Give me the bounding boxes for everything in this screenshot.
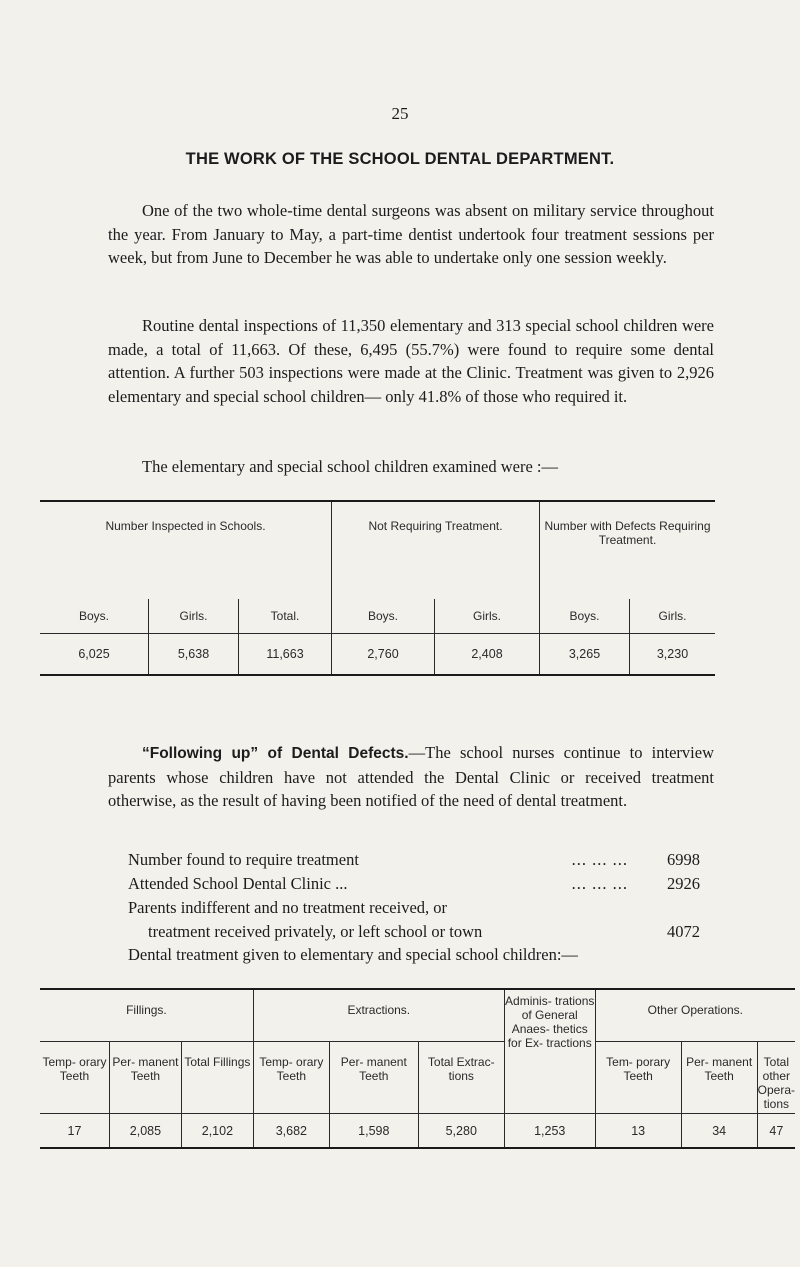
cell-permanent-extractions: 1,598 [329, 1114, 418, 1149]
cell-total-extractions: 5,280 [418, 1114, 504, 1149]
figure-label-attended: Attended School Dental Clinic ... [128, 874, 348, 893]
inspection-table [40, 500, 715, 676]
col-total-other: Total other Opera- tions [757, 1042, 795, 1114]
figure-row-indifferent [128, 896, 708, 920]
figure-value-require: 6998 [667, 850, 700, 869]
col-permanent-other: Per- manent Teeth [681, 1042, 757, 1114]
col-boys-not-requiring: Boys. [332, 599, 435, 634]
paragraph-staffing: One of the two whole-time dental surgeons was absent on military service throughout the year. From January to May, a part-time dentist undertook four treatment sessions per week, but from June to December he was able to undertake only one session weekly. [108, 201, 714, 267]
cell-permanent-other: 34 [681, 1114, 757, 1149]
cell-girls-not-requiring: 2,408 [435, 634, 540, 676]
table-subheader-row [40, 599, 715, 634]
cell-girls-inspected: 5,638 [149, 634, 239, 676]
col-temporary-fillings: Temp- orary Teeth [40, 1042, 109, 1114]
cell-girls-requiring: 3,230 [656, 647, 689, 661]
page-title: THE WORK OF THE SCHOOL DENTAL DEPARTMENT. [185, 150, 615, 168]
paragraph-table-intro: The elementary and special school children examined were :— [142, 457, 558, 476]
col-girls-not-requiring: Girls. [435, 599, 540, 634]
col-girls-requiring: Girls. [630, 599, 716, 634]
table-row [40, 634, 715, 676]
paragraph-following-up [108, 741, 714, 813]
following-up-heading: “Following up” of Dental Defects. [142, 745, 409, 762]
figure-label-require: Number found to require treatment [128, 850, 359, 869]
figure-value-attended: 2926 [667, 874, 700, 893]
cell-temporary-extractions: 3,682 [253, 1114, 329, 1149]
table-subheader-row [40, 1042, 795, 1114]
table-group-header-row [40, 501, 715, 599]
group-anaesthetics: Adminis- trations of General Anaes- thetics for Ex- tractions [504, 989, 595, 1114]
figure-value-indifferent: 4072 [667, 922, 700, 941]
cell-temporary-other: 13 [595, 1114, 681, 1149]
col-boys-requiring: Boys. [540, 599, 630, 634]
col-permanent-fillings: Per- manent Teeth [109, 1042, 181, 1114]
col-temporary-extractions: Temp- orary Teeth [253, 1042, 329, 1114]
follow-up-figures [128, 848, 708, 944]
figure-leader-dots: ... ... ... [571, 874, 628, 893]
col-boys-inspected: Boys. [40, 599, 149, 634]
cell-anaesthetics: 1,253 [504, 1114, 595, 1149]
cell-total-other: 47 [757, 1114, 795, 1149]
col-total-fillings: Total Fillings [181, 1042, 253, 1114]
figure-label-indifferent: Parents indifferent and no treatment received, or [128, 898, 448, 917]
col-temporary-other: Tem- porary Teeth [595, 1042, 681, 1114]
cell-total-fillings: 2,102 [181, 1114, 253, 1149]
figure-label-indifferent-cont: treatment received privately, or left school or town [148, 922, 483, 941]
following-up-text: —The school nurses continue to interview parents whose children have not attended the Dental Clinic or received treatment otherwise, as the result of having been notified of the need of dental treatment. [108, 743, 714, 810]
col-girls-inspected: Girls. [149, 599, 239, 634]
figure-row-indifferent-cont [128, 920, 708, 944]
group-inspected: Number Inspected in Schools. [40, 501, 332, 599]
paragraph-inspections: Routine dental inspections of 11,350 elementary and 313 special school children were made, a total of 11,663. Of these, 6,495 (55.7%) were found to require some dental attention. A further 503 inspections were made at the Clinic. Treatment was given to 2,926 elementary and special school children— only 41.8% of those who required it. [108, 316, 714, 406]
group-extractions: Extractions. [253, 989, 504, 1042]
treatment-table [40, 988, 795, 1149]
group-other-operations: Other Operations. [647, 1003, 744, 1017]
cell-permanent-fillings: 2,085 [109, 1114, 181, 1149]
group-requiring: Number with Defects Requiring Treatment. [544, 519, 711, 547]
cell-temporary-fillings: 17 [40, 1114, 109, 1149]
cell-boys-requiring: 3,265 [540, 634, 630, 676]
cell-boys-not-requiring: 2,760 [332, 634, 435, 676]
paragraph-treatment-intro: Dental treatment given to elementary and special school children:— [128, 945, 578, 964]
figure-row-attended [128, 872, 708, 896]
figure-leader-dots: ... ... ... [571, 850, 628, 869]
group-fillings: Fillings. [40, 989, 253, 1042]
col-total-inspected: Total. [239, 599, 332, 634]
figure-row-require [128, 848, 708, 872]
col-permanent-extractions: Per- manent Teeth [329, 1042, 418, 1114]
cell-boys-inspected: 6,025 [40, 634, 149, 676]
group-not-requiring: Not Requiring Treatment. [332, 501, 540, 599]
table-row [40, 1114, 795, 1149]
col-total-extractions: Total Extrac- tions [418, 1042, 504, 1114]
table-group-header-row [40, 989, 795, 1042]
page-number: 25 [391, 104, 409, 123]
cell-total-inspected: 11,663 [239, 634, 332, 676]
